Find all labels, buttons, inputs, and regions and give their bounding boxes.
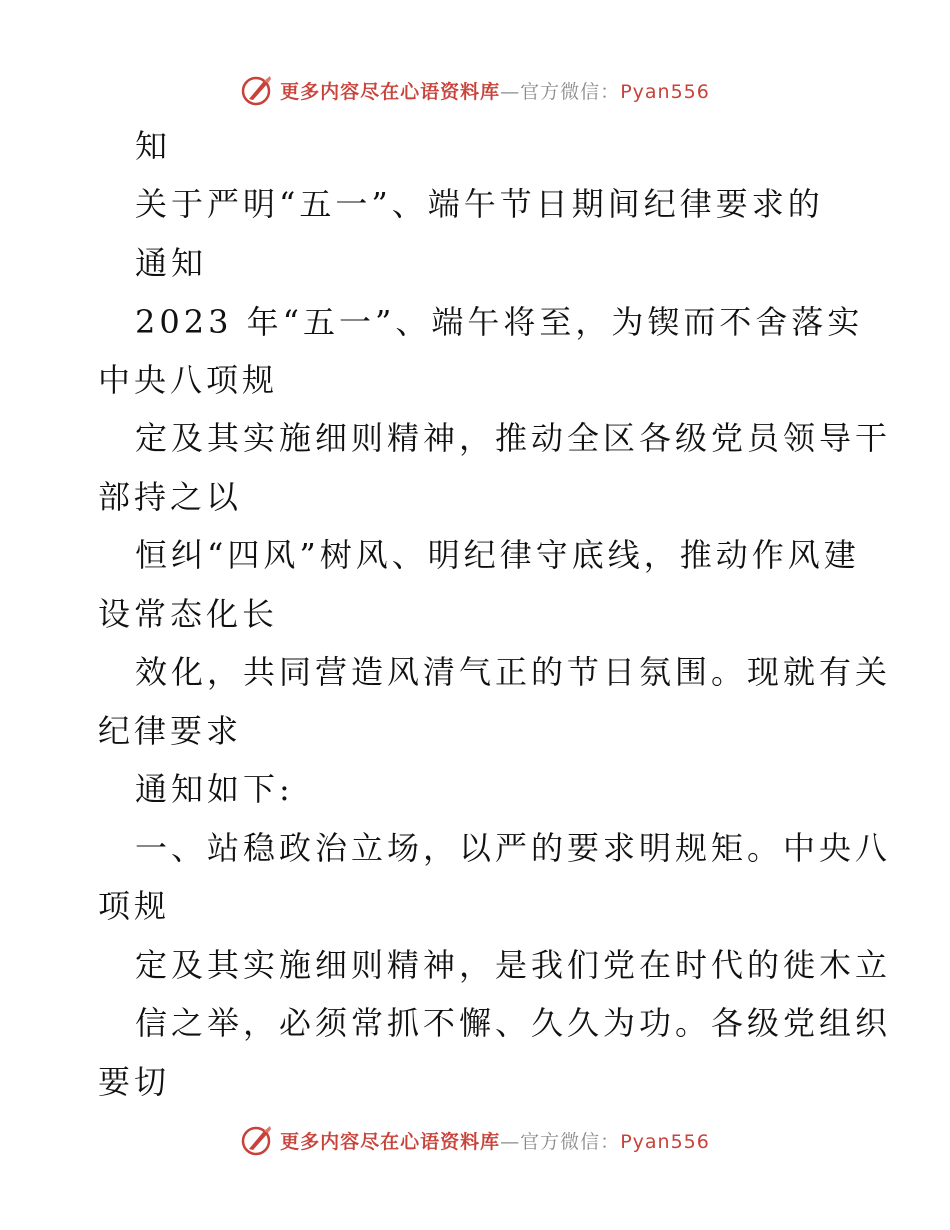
watermark-wechat-id: Pyan556 <box>620 1130 710 1153</box>
body-line: 设常态化长 <box>98 595 279 633</box>
body-line: 2023 年“五一”、端午将至，为锲而不舍落实 <box>135 303 864 341</box>
body-line: 通知如下: <box>135 770 294 808</box>
body-line: 部持之以 <box>98 478 243 516</box>
body-line: 效化，共同营造风清气正的节日氛围。现就有关 <box>135 653 892 691</box>
watermark-footer <box>0 1120 950 1160</box>
watermark-brand: 更多内容尽在心语资料库 <box>280 80 501 103</box>
watermark-dash: — <box>500 1130 521 1153</box>
watermark-official: 官方微信： <box>520 80 621 103</box>
watermark-brand: 更多内容尽在心语资料库 <box>280 1130 501 1153</box>
watermark-official: 官方微信： <box>520 1130 621 1153</box>
body-line: 关于严明“五一”、端午节日期间纪律要求的 <box>135 185 824 223</box>
watermark-dash: — <box>500 80 521 103</box>
body-line: 项规 <box>98 887 171 925</box>
watermark-header <box>0 70 950 110</box>
body-line: 定及其实施细则精神，推动全区各级党员领导干 <box>135 419 892 457</box>
watermark-text <box>280 1127 710 1154</box>
body-line: 要切 <box>98 1063 171 1101</box>
watermark-text <box>280 77 710 104</box>
quill-pen-logo-icon <box>240 1123 274 1157</box>
body-line: 信之举，必须常抓不懈、久久为功。各级党组织 <box>135 1004 892 1042</box>
body-line: 恒纠“四风”树风、明纪律守底线，推动作风建 <box>135 536 860 574</box>
body-line: 定及其实施细则精神，是我们党在时代的徙木立 <box>135 946 892 984</box>
body-line: 纪律要求 <box>98 712 243 750</box>
body-line: 中央八项规 <box>98 361 279 399</box>
body-line: 通知 <box>135 244 208 282</box>
quill-pen-logo-icon <box>240 73 274 107</box>
watermark-wechat-id: Pyan556 <box>620 80 710 103</box>
body-line: 知 <box>135 127 172 165</box>
body-line: 一、站稳政治立场，以严的要求明规矩。中央八 <box>135 829 892 867</box>
